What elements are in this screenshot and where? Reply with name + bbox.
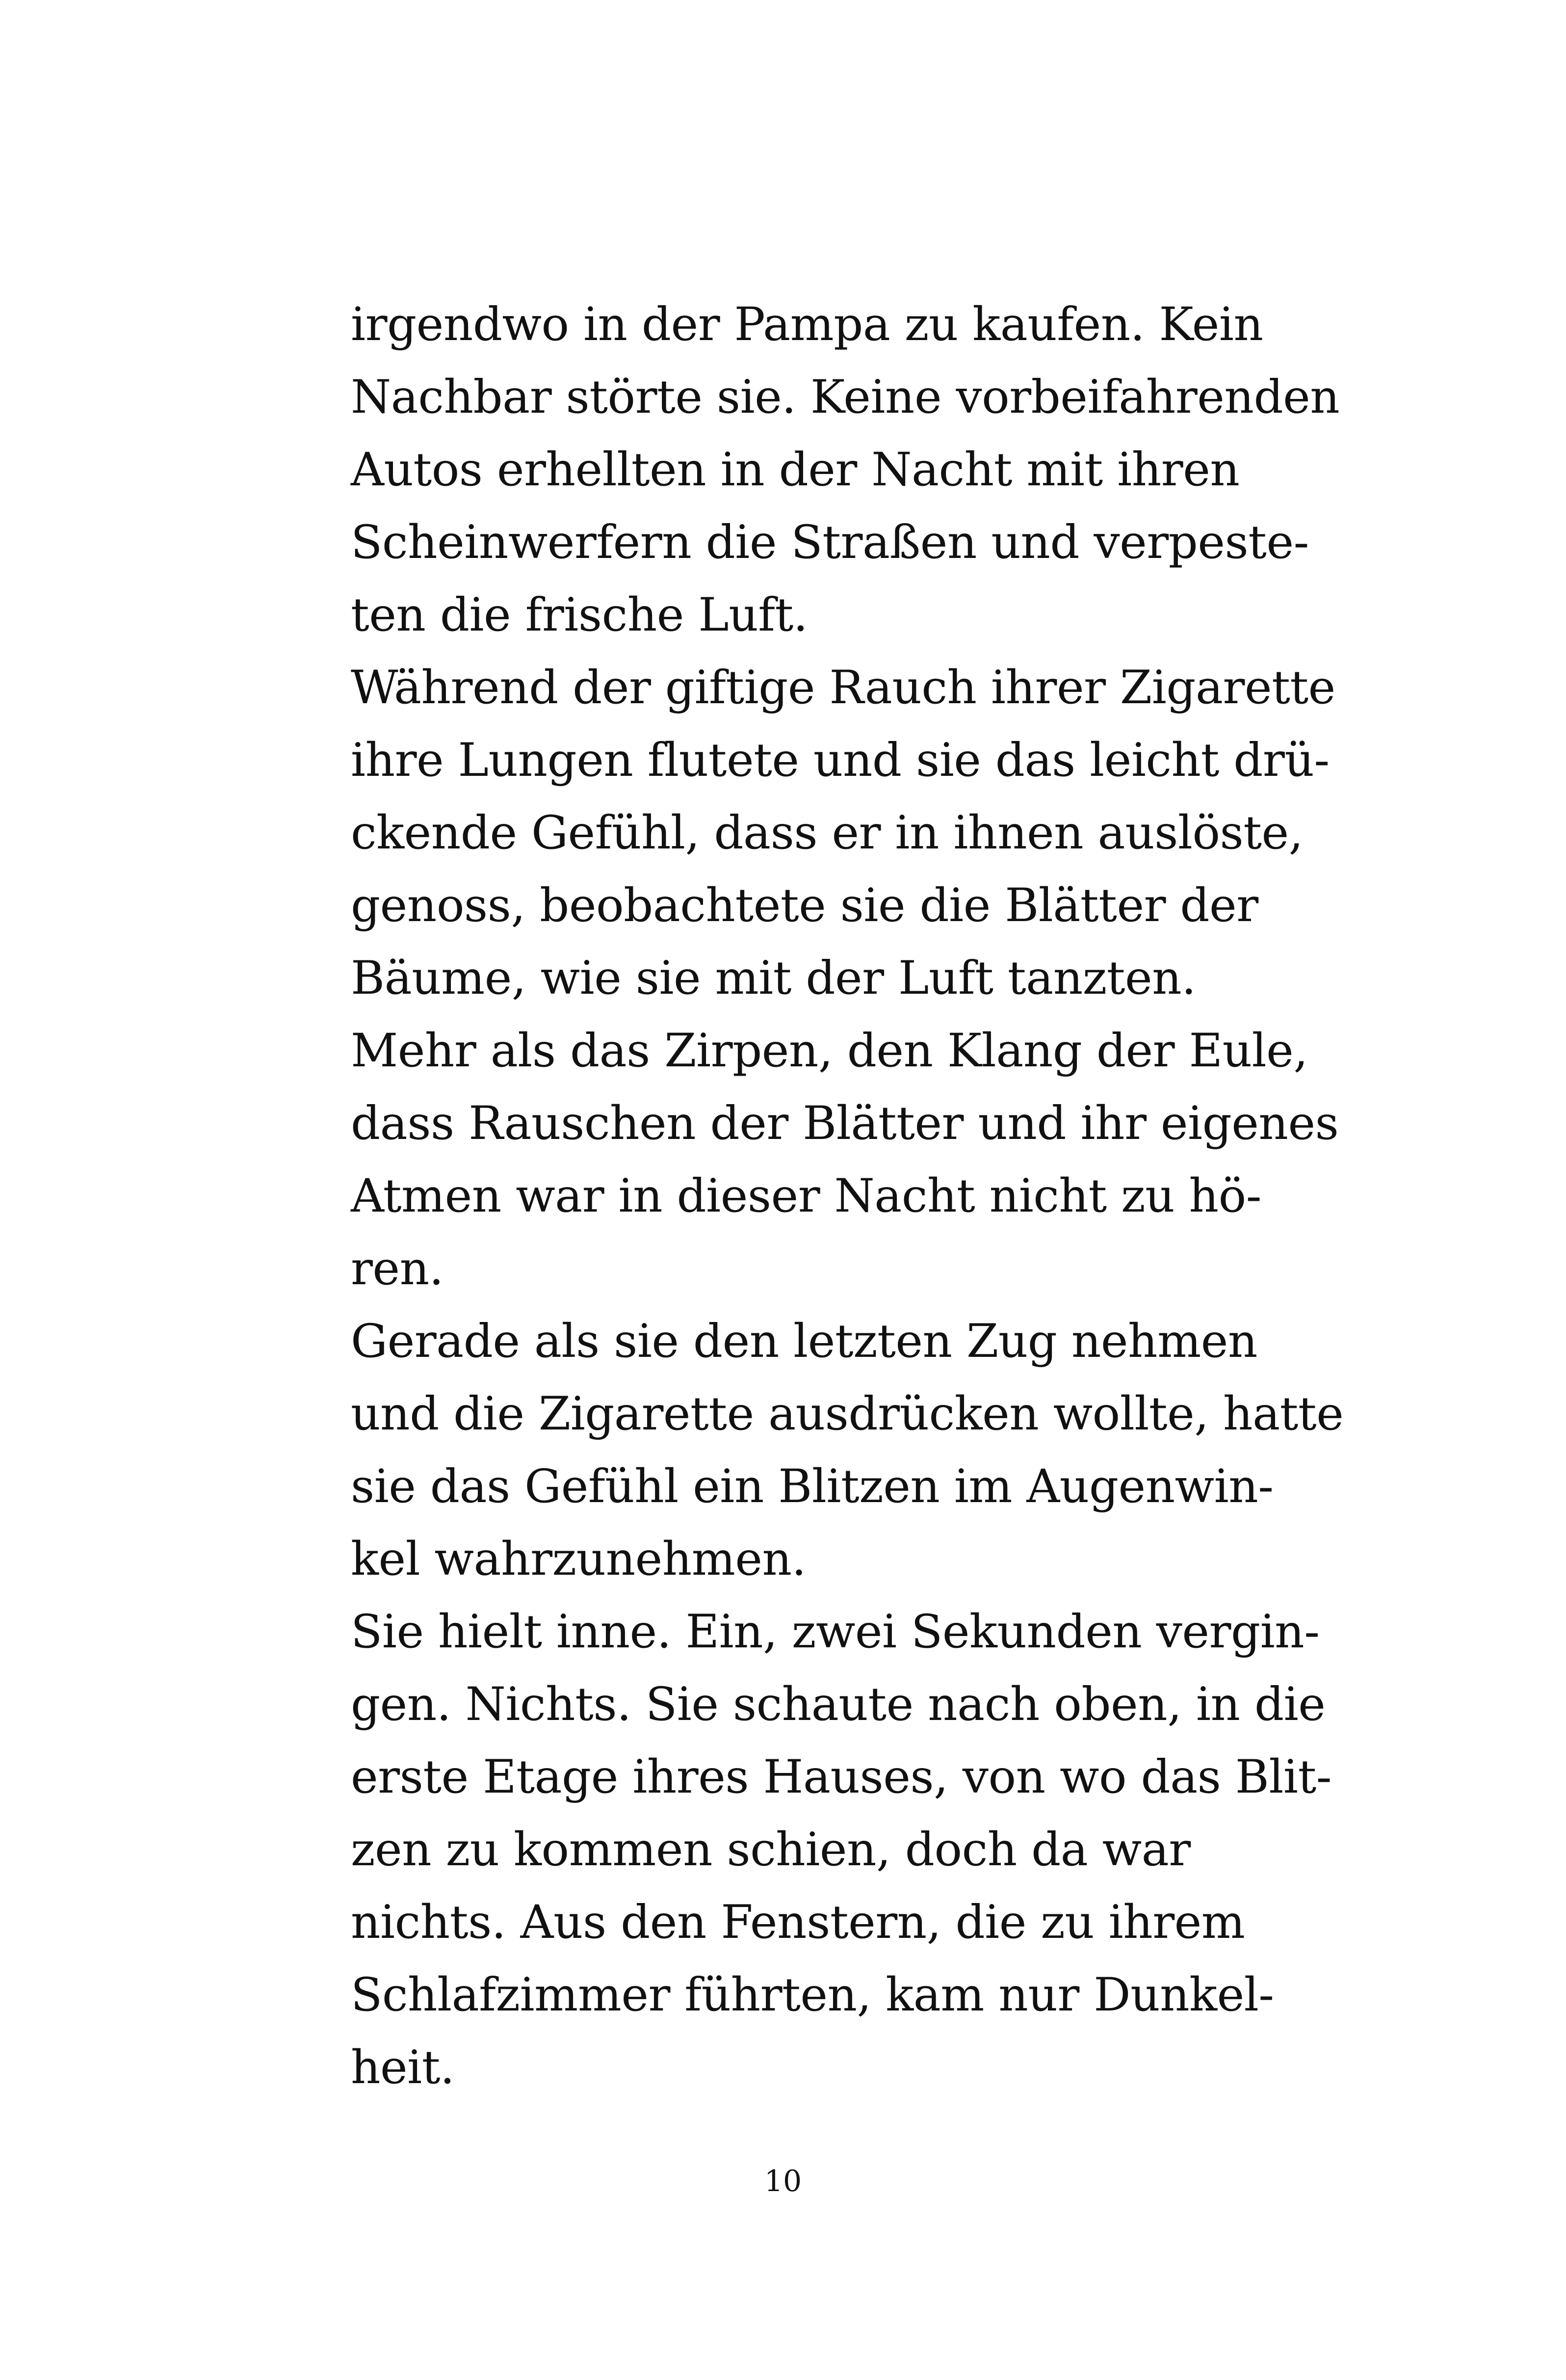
text-line: Sie hielt inne. Ein, zwei Sekunden vergin- [351,1605,1320,1659]
text-line: und die Zigarette ausdrücken wollte, hatte [351,1387,1344,1441]
text-line: Scheinwerfern die Straßen und verpeste- [351,516,1309,569]
body-text [351,289,1344,2104]
text-line: Bäume, wie sie mit der Luft tanzten. [351,952,1196,1005]
page-number: 10 [764,2164,802,2198]
text-line: Mehr als das Zirpen, den Klang der Eule, [351,1024,1308,1078]
text-line: Während der giftige Rauch ihrer Zigarette [351,661,1335,714]
text-line: ihre Lungen flutete und sie das leicht drü- [351,734,1330,787]
text-line: Nachbar störte sie. Keine vorbeifahrenden [351,370,1340,424]
text-line: sie das Gefühl ein Blitzen im Augenwin- [351,1460,1274,1513]
text-line: irgendwo in der Pampa zu kaufen. Kein [351,298,1263,351]
text-line: genoss, beobachtete sie die Blätter der [351,879,1258,932]
text-line: ren. [351,1242,444,1296]
text-line: erste Etage ihres Hauses, von wo das Blit- [351,1750,1332,1804]
text-line: Autos erhellten in der Nacht mit ihren [351,443,1240,497]
text-line: ckende Gefühl, dass er in ihnen auslöste, [351,806,1304,860]
text-line: nichts. Aus den Fenstern, die zu ihrem [351,1896,1245,1949]
text-line: heit. [351,2041,455,2094]
text-line: gen. Nichts. Sie schaute nach oben, in die [351,1678,1326,1731]
text-line: dass Rauschen der Blätter und ihr eigenes [351,1097,1339,1150]
text-line: kel wahrzunehmen. [351,1533,806,1586]
text-line: Schlafzimmer führten, kam nur Dunkel- [351,1968,1274,2022]
text-line: Atmen war in dieser Nacht nicht zu hö- [351,1169,1261,1223]
text-line: ten die frische Luft. [351,588,808,642]
text-line: Gerade als sie den letzten Zug nehmen [351,1315,1257,1368]
text-line: zen zu kommen schien, doch da war [351,1823,1191,1877]
